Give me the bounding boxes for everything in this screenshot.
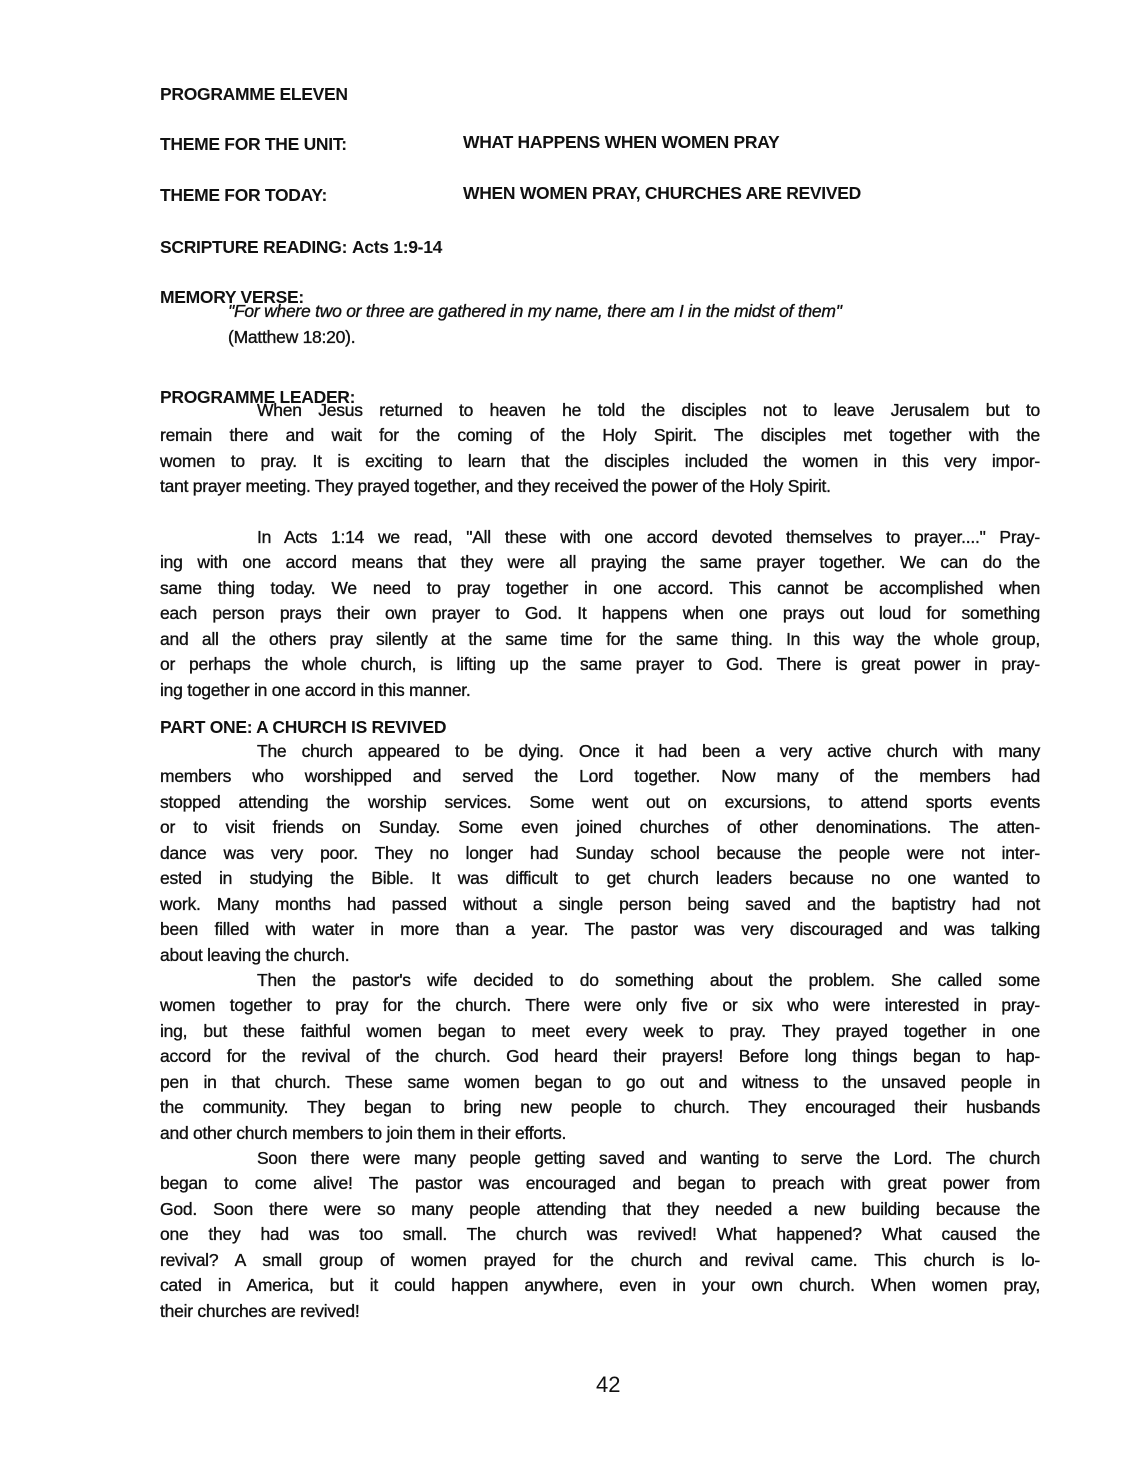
- text-line: tant prayer meeting. They prayed together, and they received the power of the Holy Spirit.: [160, 476, 831, 497]
- text-line: remain there and wait for the coming of the Holy Spirit. The disciples met together with the: [160, 425, 1040, 446]
- leader-paragraph-1: [160, 398, 1040, 500]
- memory-verse-label: MEMORY VERSE:: [160, 287, 304, 307]
- text-line: stopped attending the worship services. Some went out on excursions, to attend sports events: [160, 791, 1040, 812]
- scripture-reading: [160, 237, 442, 258]
- text-line: the community. They began to bring new people to church. They encouraged their husbands: [160, 1097, 1040, 1118]
- text-line: been filled with water in more than a year. The pastor was very discouraged and was talking: [160, 919, 1040, 940]
- text-line: same thing today. We need to pray together in one accord. This cannot be accomplished when: [160, 577, 1040, 598]
- text-line: In Acts 1:14 we read, "All these with one accord devoted themselves to prayer...." Pray-: [257, 527, 1040, 547]
- text-line: The church appeared to be dying. Once it had been a very active church with many: [257, 741, 1040, 761]
- text-line: their churches are revived!: [160, 1300, 360, 1321]
- scripture-label: SCRIPTURE READING:: [160, 237, 348, 257]
- part-one-paragraph-1: [160, 739, 1040, 968]
- text-line: and all the others pray silently at the same time for the same thing. In this way the whole group,: [160, 628, 1040, 649]
- text-line: women together to pray for the church. There were only five or six who were interested in pray-: [160, 995, 1040, 1016]
- text-line: God. Soon there were so many people attending that they needed a new building because the: [160, 1198, 1040, 1219]
- memory-verse-quote: "For where two or three are gathered in my name, there am I in the midst of them": [228, 301, 842, 321]
- text-line: one they had was too small. The church was revived! What happened? What caused the: [160, 1224, 1040, 1245]
- part-one-paragraph-3: [160, 1146, 1040, 1324]
- part-one-paragraph-2: [160, 968, 1040, 1146]
- text-line: members who worshipped and served the Lord together. Now many of the members had: [160, 766, 1040, 787]
- theme-unit-value: WHAT HAPPENS WHEN WOMEN PRAY: [463, 132, 780, 152]
- text-line: Soon there were many people getting saved and wanting to serve the Lord. The church: [257, 1148, 1040, 1168]
- text-line: or perhaps the whole church, is lifting up the same prayer to God. There is great power in pray-: [160, 654, 1040, 675]
- text-line: ing with one accord means that they were all praying the same prayer together. We can do the: [160, 552, 1040, 573]
- theme-unit-label: THEME FOR THE UNIT:: [160, 134, 347, 154]
- text-line: When Jesus returned to heaven he told the disciples not to leave Jerusalem but to: [257, 400, 1040, 420]
- text-line: ested in studying the Bible. It was difficult to get church leaders because no one wanted to: [160, 868, 1040, 889]
- text-line: each person prays their own prayer to God. It happens when one prays out loud for something: [160, 603, 1040, 624]
- text-line: ing together in one accord in this manner.: [160, 679, 471, 700]
- text-line: women to pray. It is exciting to learn that the disciples included the women in this very impor-: [160, 450, 1040, 471]
- scripture-value: Acts 1:9-14: [351, 237, 443, 257]
- text-line: began to come alive! The pastor was encouraged and began to preach with great power from: [160, 1173, 1040, 1194]
- theme-today-label: THEME FOR TODAY:: [160, 185, 327, 205]
- page-number: 42: [596, 1372, 621, 1397]
- leader-label: PROGRAMME LEADER:: [160, 387, 356, 407]
- text-line: about leaving the church.: [160, 944, 350, 965]
- part-one-label: PART ONE: A CHURCH IS REVIVED: [160, 717, 447, 737]
- text-line: Then the pastor's wife decided to do something about the problem. She called some: [257, 970, 1040, 990]
- text-line: accord for the revival of the church. God heard their prayers! Before long things began to hap-: [160, 1046, 1040, 1067]
- text-line: cated in America, but it could happen anywhere, even in your own church. When women pray,: [160, 1275, 1040, 1296]
- text-line: ing, but these faithful women began to meet every week to pray. They prayed together in one: [160, 1020, 1040, 1041]
- text-line: work. Many months had passed without a single person being saved and the baptistry had not: [160, 893, 1040, 914]
- text-line: pen in that church. These same women began to go out and witness to the unsaved people in: [160, 1071, 1040, 1092]
- text-line: or to visit friends on Sunday. Some even joined churches of other denominations. The atten-: [160, 817, 1040, 838]
- text-line: and other church members to join them in their efforts.: [160, 1122, 567, 1143]
- text-line: dance was very poor. They no longer had Sunday school because the people were not inter-: [160, 842, 1040, 863]
- memory-verse: [228, 299, 842, 350]
- text-line: revival? A small group of women prayed for the church and revival came. This church is lo-: [160, 1249, 1040, 1270]
- leader-paragraph-2: [160, 525, 1040, 703]
- memory-verse-ref: (Matthew 18:20).: [228, 326, 356, 347]
- theme-today-value: WHEN WOMEN PRAY, CHURCHES ARE REVIVED: [463, 183, 861, 203]
- programme-title: PROGRAMME ELEVEN: [160, 84, 348, 104]
